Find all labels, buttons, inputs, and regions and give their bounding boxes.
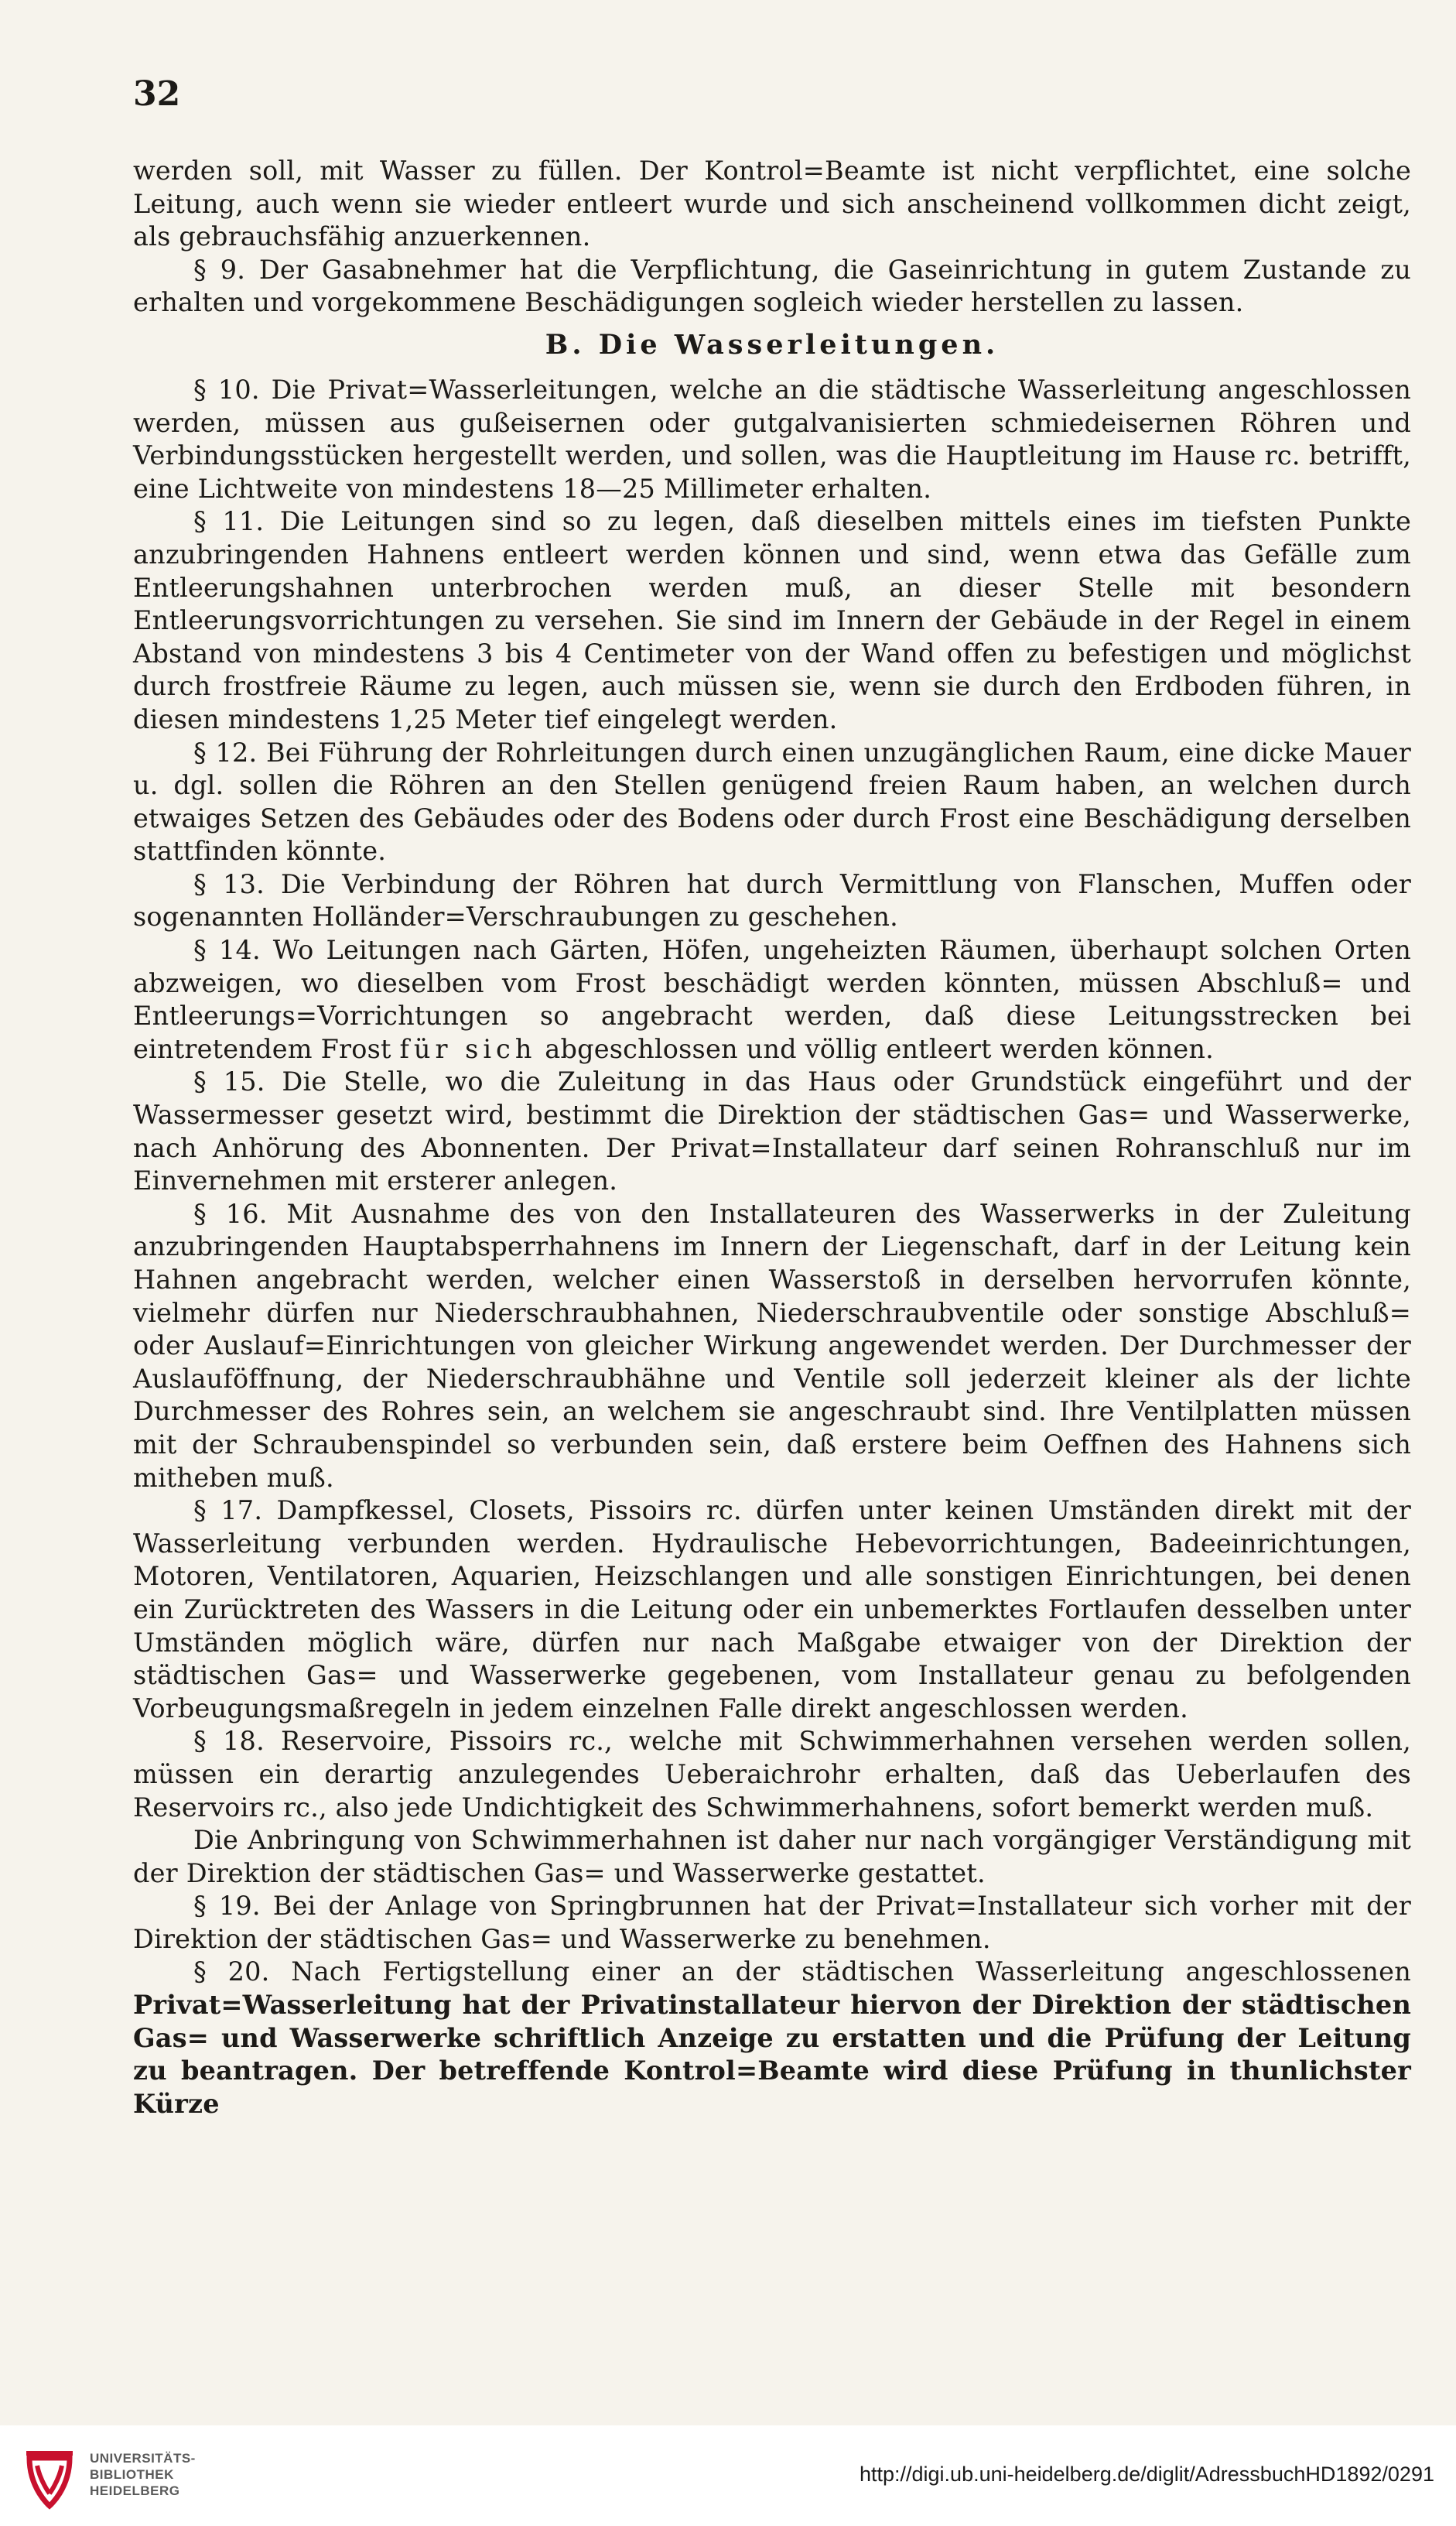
digitization-footer <box>0 2425 1456 2526</box>
paragraph-text: Die Stelle, wo die Zuleitung in das Haus oder Grundstück eingeführt und der Wassermesser gesetzt wird, bestimmt die Direktion der städtischen Gas= und Wasserwerke, nach Anhörung des Abonnenten. Der Privat=Installateur darf seinen Rohranschluß nur im Einvernehmen mit ersterer anlegen. <box>133 1066 1411 1196</box>
paragraph-10 <box>133 374 1411 505</box>
paragraph-20 <box>133 1956 1411 2120</box>
university-library-logo <box>19 2442 80 2512</box>
paragraph-intro: werden soll, mit Wasser zu füllen. Der Kontrol=Beamte ist nicht verpflichtet, eine solche Leitung, auch wenn sie wieder entleert wurde und sich anscheinend vollkommen dicht zeigt, als gebrauchsfähig anzuerkennen. <box>133 156 1411 252</box>
library-name-line: HEIDELBERG <box>90 2483 180 2498</box>
section-number: § 13. <box>193 868 265 899</box>
spaced-emphasis: für sich <box>399 1033 537 1064</box>
paragraph-12 <box>133 737 1411 868</box>
section-number: § 11. <box>193 506 265 537</box>
paragraph-text: Dampfkessel, Closets, Pissoirs rc. dürfen unter keinen Umständen direkt mit der Wasserleitung verbunden werden. Hydraulische Hebevorrichtungen, Badeeinrichtungen, Motoren, Ventilatoren, Aquarien, Heizschlangen und alle sonstigen Einrichtungen, bei denen ein Zurücktreten des Wassers in die Leitung oder ein unbemerktes Fortlaufen desselben unter Umständen möglich wäre, dürfen nur nach Maßgabe etwaiger von der Direktion der städtischen Gas= und Wasserwerke gegebenen, vom Installateur genau zu befolgenden Vorbeugungsmaßregeln in jedem einzelnen Falle direkt angeschlossen werden. <box>133 1495 1411 1723</box>
section-heading: B. Die Wasserleitungen. <box>545 328 1000 361</box>
bold-paragraph-text: Privat=Wasserleitung hat der Privatinstallateur hiervon der Direktion der städtischen Gas= und Wasserwerke schriftlich Anzeige zu erstatten und die Prüfung der Leitung zu beantragen. Der betreffende Kontrol=Beamte wird diese Prüfung in thunlichster Kürze <box>133 1990 1411 2119</box>
paragraph-text: Nach Fertigstellung einer an der städtischen Wasserleitung angeschlossenen <box>291 1956 1411 1987</box>
library-name-line: UNIVERSITÄTS- <box>90 2451 196 2466</box>
paragraph-text: Die Privat=Wasserleitungen, welche an die städtische Wasserleitung angeschlossen werden, müssen aus gußeisernen oder gutgalvanisierten schmiedeisernen Röhren und Verbindungsstücken hergestellt werden, und sollen, was die Hauptleitung im Hause rc. betrifft, eine Lichtweite von mindestens 18—25 Millimeter erhalten. <box>133 374 1411 504</box>
paragraph-text: Die Verbindung der Röhren hat durch Vermittlung von Flanschen, Muffen oder sogenannten Holländer=Verschraubungen zu geschehen. <box>133 868 1411 933</box>
paragraph-text: abgeschlossen und völlig entleert werden können. <box>545 1033 1214 1064</box>
section-number: § 16. <box>193 1198 268 1229</box>
paragraph-text: Wo Leitungen nach Gärten, Höfen, ungeheizten Räumen, überhaupt solchen Orten abzweigen, wo dieselben vom Frost beschädigt werden könnten, müssen Abschluß= und Entleerungs=Vorrichtungen so angebracht werden, daß diese Leitungsstrecken bei eintretendem Frost <box>133 935 1411 1064</box>
paragraph-text: Die Leitungen sind so zu legen, daß dieselben mittels eines im tiefsten Punkte anzubringenden Hahnens entleert werden können und sind, wenn etwa das Gefälle zum Entleerungshahnen unterbrochen werden muß, an dieser Stelle mit besondern Entleerungsvorrichtungen zu versehen. Sie sind im Innern der Gebäude in der Regel in einem Abstand von mindestens 3 bis 4 Centimeter von der Wand offen zu befestigen und möglichst durch frostfreie Räume zu legen, auch müssen sie, wenn sie durch den Erdboden führen, in diesen mindestens 1,25 Meter tief eingelegt werden. <box>133 506 1411 734</box>
paragraph-17 <box>133 1494 1411 1725</box>
source-url[interactable]: http://digi.ub.uni-heidelberg.de/diglit/AdressbuchHD1892/0291 <box>859 2463 1434 2486</box>
paragraph-11 <box>133 505 1411 736</box>
section-number: § 19. <box>193 1891 261 1922</box>
page-number: 32 <box>133 74 181 114</box>
paragraph-text: Reservoire, Pissoirs rc., welche mit Schwimmerhahnen versehen werden sollen, müssen ein derartig anzulegendes Ueberaichrohr erhalten, daß das Ueberlaufen des Reservoirs rc., also jede Undichtigkeit des Schwimmerhahnens, sofort bemerkt werden muß. <box>133 1726 1411 1823</box>
section-number: § 10. <box>193 374 260 405</box>
paragraph-15 <box>133 1066 1411 1197</box>
section-number: § 20. <box>193 1956 270 1987</box>
section-number: § 12. <box>193 737 258 768</box>
paragraph-13 <box>133 868 1411 934</box>
paragraph-19 <box>133 1890 1411 1956</box>
paragraph-text: Bei der Anlage von Springbrunnen hat der Privat=Installateur sich vorher mit der Direktion der städtischen Gas= und Wasserwerke zu benehmen. <box>133 1891 1411 1954</box>
section-number: § 18. <box>193 1726 265 1757</box>
paragraph-text: Bei Führung der Rohrleitungen durch einen unzugänglichen Raum, eine dicke Mauer u. dgl. sollen die Röhren an den Stellen genügend freien Raum haben, an welchen durch etwaiges Setzen des Gebäudes oder des Bodens oder durch Frost eine Beschädigung derselben stattfinden könnte. <box>133 737 1411 867</box>
section-number: § 14. <box>193 935 261 966</box>
paragraph-text: Der Gasabnehmer hat die Verpflichtung, die Gaseinrichtung in gutem Zustande zu erhalten und vorgekommene Beschädigungen sogleich wieder herstellen zu lassen. <box>133 254 1411 318</box>
section-number: § 15. <box>193 1066 265 1097</box>
paragraph-18 <box>133 1725 1411 1824</box>
paragraph-18-continued: Die Anbringung von Schwimmerhahnen ist daher nur nach vorgängiger Verständigung mit der Direktion der städtischen Gas= und Wasserwerke gestattet. <box>133 1825 1411 1888</box>
section-number: § 9. <box>193 254 246 285</box>
paragraph-text: Mit Ausnahme des von den Installateuren des Wasserwerks in der Zuleitung anzubringenden Hauptabsperrhahnens im Innern der Liegenschaft, darf in der Leitung kein Hahnen angebracht werden, welcher einen Wasserstoß in derselben hervorrufen könnte, vielmehr dürfen nur Niederschraubhahnen, Niederschraubventile oder sonstige Abschluß= oder Auslauf=Einrichtungen von gleicher Wirkung angewendet werden. Der Durchmesser der Auslauföffnung, der Niederschraubhähne und Ventile soll jederzeit kleiner als der lichte Durchmesser des Rohres sein, an welchem sie angeschraubt sind. Ihre Ventilplatten müssen mit der Schraubenspindel so verbunden sein, daß erstere beim Oeffnen des Hahnens sich mitheben muß. <box>133 1198 1412 1493</box>
section-number: § 17. <box>193 1495 263 1526</box>
page-body <box>133 155 1411 2120</box>
library-seal-icon <box>19 2442 80 2512</box>
paragraph-9 <box>133 254 1411 320</box>
library-name <box>90 2450 196 2499</box>
paragraph-14 <box>133 934 1411 1066</box>
paragraph-16 <box>133 1198 1411 1494</box>
library-name-line: BIBLIOTHEK <box>90 2467 174 2482</box>
